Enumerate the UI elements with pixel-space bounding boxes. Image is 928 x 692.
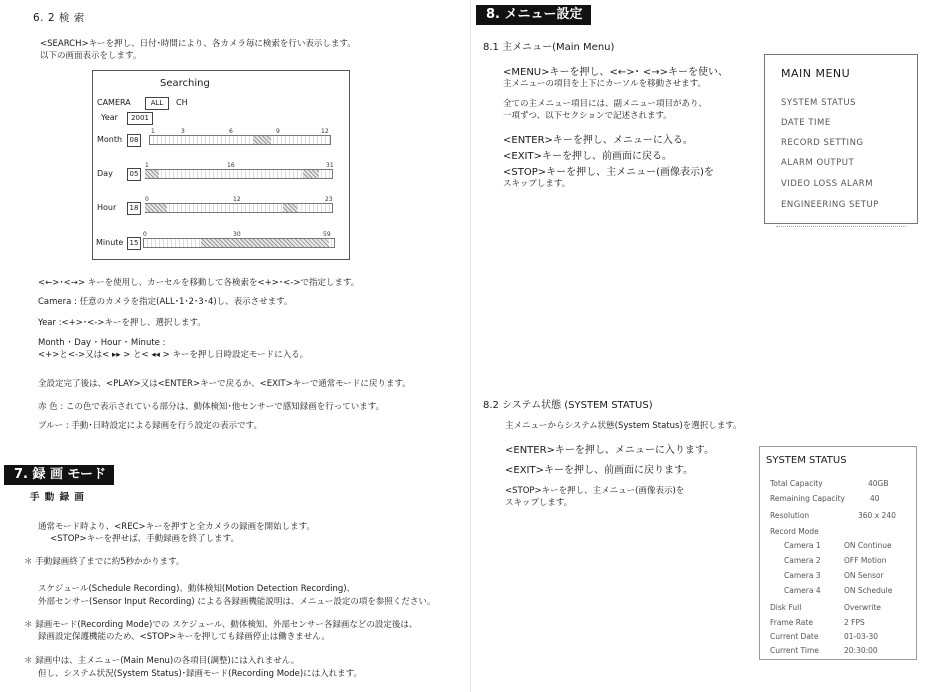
mdhm-desc-line1: Month ･ Day ･ Hour ･ Minute : xyxy=(38,338,166,348)
camera-value-field[interactable]: ALL xyxy=(145,97,169,110)
month-tick: 1 xyxy=(151,128,155,135)
main-menu-title: MAIN MENU xyxy=(781,67,851,80)
mdhm-desc-line2: <+>と<->又は< ▸▸ > と< ◂◂ > キーを押し日時設定モードに入る。 xyxy=(38,350,309,360)
menu-item-record-setting[interactable]: RECORD SETTING xyxy=(781,138,864,148)
system-status-title: SYSTEM STATUS xyxy=(766,455,847,466)
menu-key-line1: <MENU>キーを押し、<←>･ <→>キーを使い、 xyxy=(503,67,728,78)
manual-record-line2: <STOP>キーを押せば、手動録画を終了します。 xyxy=(50,534,239,544)
red-color-line: 赤 色 : この色で表示されている部分は、動体検知･他センサーで感知録画を行っています。 xyxy=(38,402,385,412)
day-recorded-segment xyxy=(145,170,159,178)
status-value: ON Continue xyxy=(844,541,892,550)
status-label: Resolution xyxy=(770,511,810,520)
searching-screen xyxy=(92,70,350,260)
month-label: Month xyxy=(97,135,123,144)
status-value: 360 x 240 xyxy=(858,511,896,520)
camera-unit: CH xyxy=(176,98,188,107)
enter-key-line: <ENTER>キーを押し、メニューに入る。 xyxy=(503,135,693,146)
search-intro-line1: <SEARCH>キーを押し、日付･時間により、各カメラ毎に検索を行い表示します。 xyxy=(40,39,356,49)
day-label: Day xyxy=(97,169,113,178)
menu-item-date-time[interactable]: DATE TIME xyxy=(781,118,831,128)
system-status-intro: 主メニューからシステム状態(System Status)を選択します。 xyxy=(505,421,742,431)
status-label: Frame Rate xyxy=(770,618,813,627)
status-value: 01-03-30 xyxy=(844,632,879,641)
status-label: Camera 4 xyxy=(784,586,821,595)
year-label: Year xyxy=(101,113,118,122)
minute-tick: 59 xyxy=(323,231,331,238)
status-value: Overwrite xyxy=(844,603,881,612)
minute-value-field[interactable]: 15 xyxy=(127,237,141,250)
status-value: 2 FPS xyxy=(844,618,865,627)
system-status-screen xyxy=(759,446,917,660)
month-value-field[interactable]: 08 xyxy=(127,134,141,147)
month-recorded-segment xyxy=(253,136,271,144)
stop-key-line1: <STOP>キーを押し、主メニュー(画像表示)を xyxy=(503,167,714,178)
hour-tick: 0 xyxy=(145,196,149,203)
note-recording-mode-line1: ＊ 録画モード(Recording Mode)での スケジュール、動体検知、外部センサー各録画などの設定後は、 xyxy=(24,620,418,630)
hour-tick: 23 xyxy=(325,196,333,203)
note-main-menu-line1: ＊ 録画中は、主メニュー(Main Menu)の各項目(調整)には入れません。 xyxy=(24,656,300,666)
day-tick: 31 xyxy=(326,162,334,169)
day-tick: 16 xyxy=(227,162,235,169)
status-label: Remaining Capacity xyxy=(770,494,845,503)
schedule-desc-line1: スケジュール(Schedule Recording)、動体検知(Motion Detection Recording)、 xyxy=(38,584,356,594)
minute-recorded-segment xyxy=(201,239,329,247)
search-intro-line2: 以下の画面表示をします。 xyxy=(40,51,142,61)
day-recorded-segment xyxy=(303,170,319,178)
minute-tick: 30 xyxy=(233,231,241,238)
status-label: Camera 3 xyxy=(784,571,821,580)
status-value: ON Sensor xyxy=(844,571,884,580)
ss-stop-key-line1: <STOP>キーを押し、主メニュー(画像表示)を xyxy=(505,486,685,496)
blue-color-line: ブルー : 手動･日時設定による録画を行う設定の表示です。 xyxy=(38,421,263,431)
nav-key-line: <←>･<→> キーを使用し、カーセルを移動して各検索を<+>･<->で指定します。 xyxy=(38,278,360,288)
section-8-2-title: 8.2 システム状態 (SYSTEM STATUS) xyxy=(483,400,653,411)
status-value: ON Schedule xyxy=(844,586,893,595)
camera-label: CAMERA xyxy=(97,98,131,107)
hour-timeline-bar[interactable] xyxy=(145,203,333,213)
status-value: OFF Motion xyxy=(844,556,887,565)
after-setting-line: 全設定完了後は、<PLAY>又は<ENTER>キーで戻るか、<EXIT>キーで通常モードに戻ります。 xyxy=(38,379,411,389)
month-tick: 3 xyxy=(181,128,185,135)
menu-item-video-loss-alarm[interactable]: VIDEO LOSS ALARM xyxy=(781,179,874,189)
menu-caption-smudge xyxy=(776,226,906,228)
month-timeline-bar[interactable] xyxy=(149,135,331,145)
menu-item-alarm-output[interactable]: ALARM OUTPUT xyxy=(781,158,855,168)
status-label: Current Time xyxy=(770,646,819,655)
day-tick: 1 xyxy=(145,162,149,169)
manual-record-line1: 通常モード時より、<REC>キーを押すと全カメラの録画を開始します。 xyxy=(38,522,315,532)
section-6-2-title: 6. 2 検 索 xyxy=(33,12,85,24)
year-value-field[interactable]: 2001 xyxy=(127,112,153,125)
minute-label: Minute xyxy=(96,238,124,247)
note-stop-time: ＊ 手動録画終了までに約5秒かかります。 xyxy=(24,557,185,567)
month-tick: 12 xyxy=(321,128,329,135)
status-label: Record Mode xyxy=(770,527,819,536)
hour-recorded-segment xyxy=(283,204,297,212)
main-menu-screen xyxy=(764,54,918,224)
ss-enter-key-line: <ENTER>キーを押し、メニューに入ります。 xyxy=(505,445,715,456)
hour-label: Hour xyxy=(97,203,117,212)
status-label: Camera 1 xyxy=(784,541,821,550)
ss-stop-key-line2: スキップします。 xyxy=(505,498,573,508)
year-desc-line: Year :<+>･<->キーを押し、選択します。 xyxy=(38,318,206,328)
page-divider xyxy=(470,0,471,692)
status-value: 20:30:00 xyxy=(844,646,878,655)
status-label: Total Capacity xyxy=(770,479,823,488)
status-value: 40GB xyxy=(868,479,889,488)
menu-key-line2: 主メニューの項目を上下にカーソルを移動させます。 xyxy=(503,79,706,89)
menu-item-system-status[interactable]: SYSTEM STATUS xyxy=(781,98,856,108)
note-main-menu-line2: 但し、システム状況(System Status)･録画モード(Recording Mode)には入れます。 xyxy=(38,669,363,679)
status-value: 40 xyxy=(870,494,880,503)
exit-key-line: <EXIT>キーを押し、前画面に戻る。 xyxy=(503,151,672,162)
section-8-1-title: 8.1 主メニュー(Main Menu) xyxy=(483,42,615,53)
menu-item-engineering-setup[interactable]: ENGINEERING SETUP xyxy=(781,200,879,210)
minute-tick: 0 xyxy=(143,231,147,238)
hour-recorded-segment xyxy=(145,204,167,212)
stop-key-line2: スキップします。 xyxy=(503,179,571,189)
status-label: Disk Full xyxy=(770,603,802,612)
hour-tick: 12 xyxy=(233,196,241,203)
month-tick: 6 xyxy=(229,128,233,135)
status-label: Camera 2 xyxy=(784,556,821,565)
month-tick: 9 xyxy=(276,128,280,135)
section-8-banner: 8. メニュー設定 xyxy=(476,5,591,25)
section-7-banner: 7. 録 画 モード xyxy=(4,465,114,485)
manual-record-title: 手 動 録 画 xyxy=(30,492,85,503)
ss-exit-key-line: <EXIT>キーを押し、前画面に戻ります。 xyxy=(505,465,694,476)
hour-value-field[interactable]: 18 xyxy=(127,202,141,215)
camera-desc-line: Camera : 任意のカメラを指定(ALL･1･2･3･4)し、表示させます。 xyxy=(38,297,293,307)
searching-title: Searching xyxy=(160,78,210,89)
schedule-desc-line2: 外部センサー(Sensor Input Recording) による各録画機能説明は、メニュー設定の項を参照ください。 xyxy=(38,597,436,607)
note-recording-mode-line2: 録画設定保護機能のため、<STOP>キーを押しても録画停止は働きません。 xyxy=(38,632,330,642)
submenu-line2: 一項ずつ、以下セクションで記述されます。 xyxy=(503,111,672,121)
status-label: Current Date xyxy=(770,632,819,641)
submenu-line1: 全ての主メニュー項目には、副メニュー項目があり、 xyxy=(503,99,708,109)
day-value-field[interactable]: 05 xyxy=(127,168,141,181)
